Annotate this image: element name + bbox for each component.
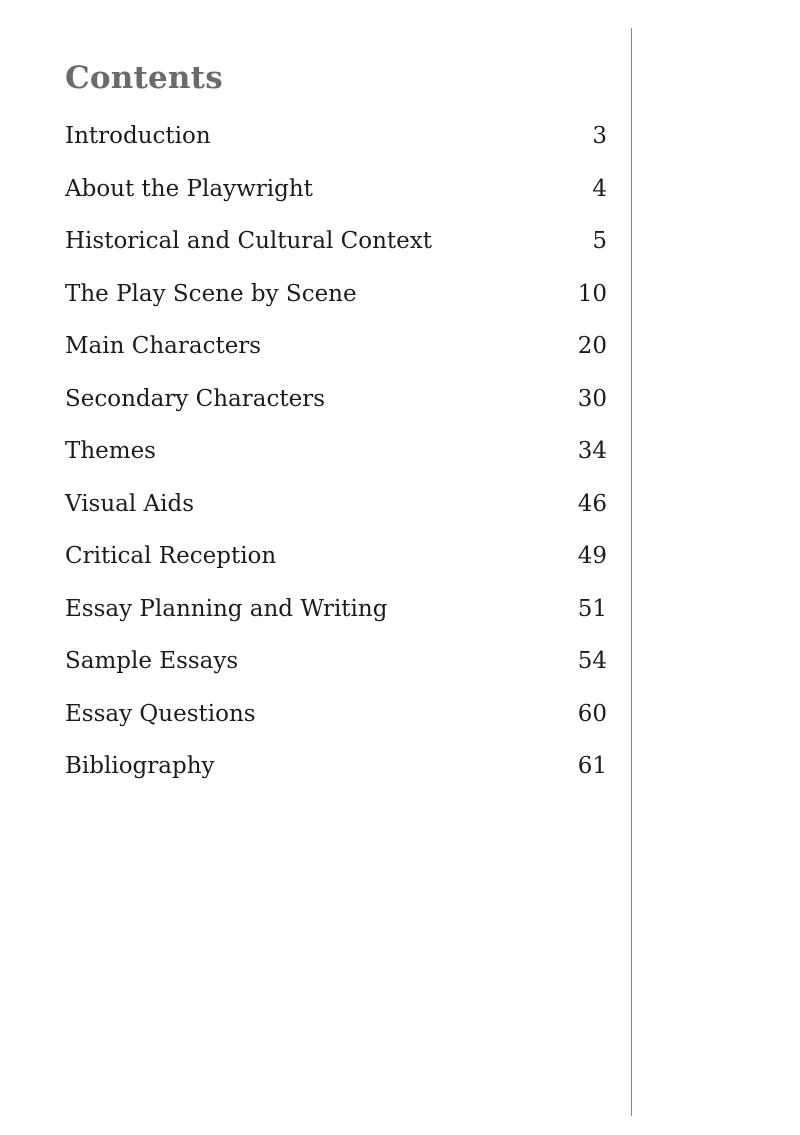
table-of-contents — [65, 116, 607, 799]
toc-entry-title: Main Characters — [65, 333, 262, 359]
toc-entry-title: Historical and Cultural Context — [65, 228, 433, 254]
toc-entry-page-number: 10 — [577, 280, 607, 307]
toc-entry-page-number: 60 — [577, 700, 607, 727]
toc-entry-page-number: 46 — [577, 490, 607, 517]
toc-entry-introduction[interactable] — [65, 116, 607, 169]
toc-entry-about-the-playwright[interactable] — [65, 169, 607, 222]
toc-entry-page-number: 30 — [577, 385, 607, 412]
toc-entry-title: Visual Aids — [65, 490, 195, 517]
toc-entry-page-number: 61 — [577, 753, 607, 779]
toc-entry-sample-essays[interactable] — [65, 641, 607, 694]
toc-entry-title: Introduction — [65, 123, 211, 149]
toc-entry-historical-context[interactable] — [65, 221, 607, 274]
toc-entry-title: Essay Questions — [65, 700, 256, 727]
toc-entry-title: Essay Planning and Writing — [65, 595, 388, 622]
toc-entry-page-number: 4 — [592, 175, 607, 202]
toc-entry-page-number: 49 — [577, 543, 607, 569]
toc-entry-page-number: 3 — [592, 123, 607, 149]
toc-entry-title: Critical Reception — [65, 543, 277, 569]
toc-entry-page-number: 34 — [577, 438, 607, 464]
toc-entry-visual-aids[interactable] — [65, 484, 607, 537]
toc-entry-bibliography[interactable] — [65, 746, 607, 799]
toc-entry-secondary-characters[interactable] — [65, 379, 607, 432]
toc-entry-scene-by-scene[interactable] — [65, 274, 607, 327]
toc-entry-essay-planning[interactable] — [65, 589, 607, 642]
toc-entry-title: The Play Scene by Scene — [65, 280, 357, 307]
toc-entry-title: Bibliography — [65, 753, 215, 779]
page-edge-divider — [631, 28, 632, 1116]
page-title: Contents — [65, 60, 223, 96]
toc-entry-page-number: 51 — [577, 595, 607, 622]
toc-entry-title: Secondary Characters — [65, 385, 326, 412]
toc-entry-title: About the Playwright — [65, 175, 313, 202]
toc-entry-page-number: 5 — [592, 228, 607, 254]
toc-entry-title: Themes — [65, 438, 156, 464]
toc-entry-essay-questions[interactable] — [65, 694, 607, 747]
toc-entry-title: Sample Essays — [65, 648, 239, 674]
toc-entry-critical-reception[interactable] — [65, 536, 607, 589]
toc-entry-page-number: 20 — [577, 333, 607, 359]
toc-entry-page-number: 54 — [577, 648, 607, 674]
toc-entry-themes[interactable] — [65, 431, 607, 484]
toc-entry-main-characters[interactable] — [65, 326, 607, 379]
